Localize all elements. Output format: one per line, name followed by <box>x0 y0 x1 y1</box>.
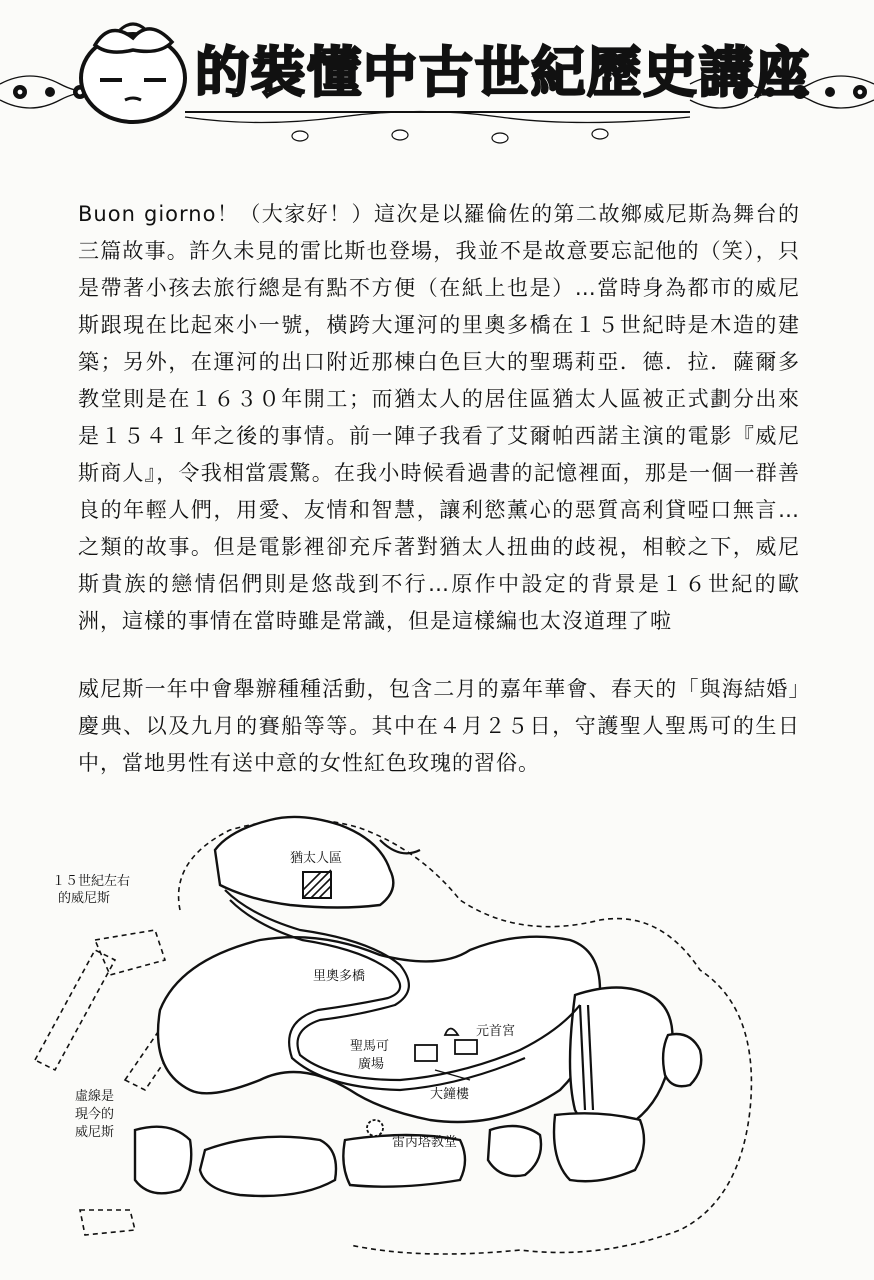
venice-map <box>0 790 874 1280</box>
label-ghetto: 猶太人區 <box>290 851 343 866</box>
legend-15c-line2: 的威尼斯 <box>58 891 111 906</box>
label-san-marco-line1: 聖馬可 <box>350 1039 390 1054</box>
legend-today-line2: 現今的 <box>75 1107 115 1122</box>
doge-palace-marker <box>455 1040 477 1054</box>
intro-paragraph: Buon giorno！（大家好！）這次是以羅倫佐的第二故鄉威尼斯為舞台的三篇故事。許久未見的雷比斯也登場，我並不是故意要忘記他的（笑），只是帶著小孩去旅行總是有點不方便（在紙上也是）…當時身為都市的威尼斯跟現在比起來小一號，橫跨大運河的里奧多橋在１５世紀時是木造的建築；另外，在運河的出口附近那棟白色巨大的聖瑪莉亞．德．拉．薩爾多教堂則是在１６３０年開工；而猶太人的居住區猶太人區被正式劃分出來是１５４１年之後的事情。前一陣子我看了艾爾帕西諾主演的電影『威尼斯商人』，令我相當震驚。在我小時候看過書的記憶裡面，那是一個一群善良的年輕人們，用愛、友情和智慧，讓利慾薰心的惡質高利貸啞口無言…之類的故事。但是電影裡卻充斥著對猶太人扭曲的歧視，相較之下，威尼斯貴族的戀情侶們則是悠哉到不行…原作中設定的背景是１６世紀的歐洲，這樣的事情在當時雖是常識，但是這樣編也太沒道理了啦 <box>78 202 800 633</box>
events-paragraph: 威尼斯一年中會舉辦種種活動，包含二月的嘉年華會、春天的「與海結婚」慶典、以及九月的賽船等等。其中在４月２５日，守護聖人聖馬可的生日中，當地男性有送中意的女性紅色玫瑰的習俗。 <box>78 677 800 775</box>
label-palace: 元首宮 <box>476 1024 516 1039</box>
page-title: 的裝懂中古世紀歷史講座 <box>195 41 811 104</box>
label-rialto: 里奧多橋 <box>313 969 366 984</box>
legend-today-line1: 虛線是 <box>75 1089 115 1104</box>
label-bell-tower: 大鐘樓 <box>430 1087 470 1102</box>
legend-today-line3: 威尼斯 <box>75 1125 115 1140</box>
header-banner <box>0 0 874 150</box>
legend-15c-line1: １５世紀左右 <box>52 874 131 889</box>
san-marco-basilica-marker <box>415 1045 437 1061</box>
ghetto-marker <box>303 870 331 898</box>
label-church: 雷丙塔教堂 <box>392 1135 458 1150</box>
label-san-marco-line2: 廣場 <box>358 1057 385 1072</box>
church-marker <box>367 1120 383 1136</box>
dumpling-face-icon <box>81 24 185 122</box>
